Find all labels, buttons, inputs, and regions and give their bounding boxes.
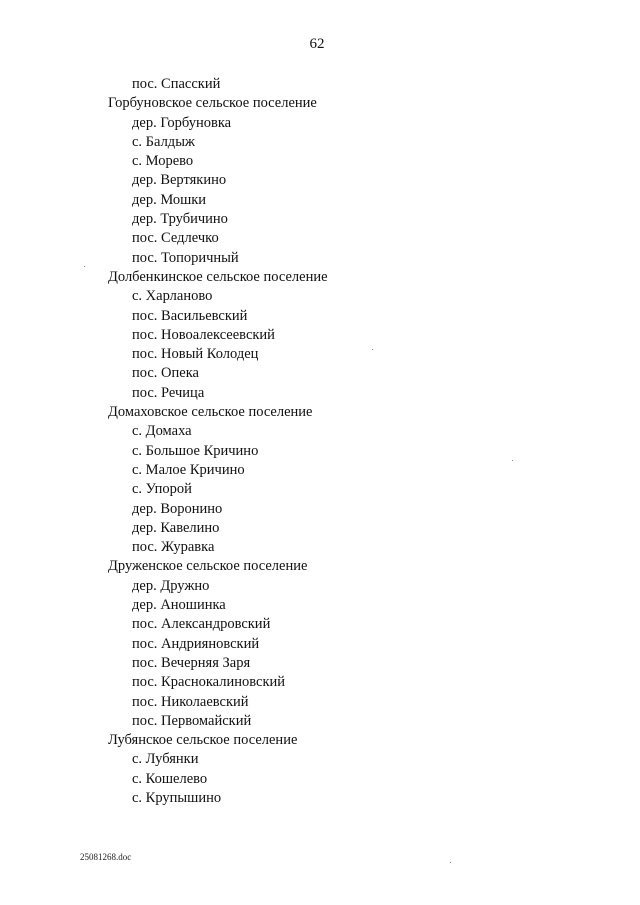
village-item: дер. Трубичино bbox=[132, 211, 228, 228]
settlement-list bbox=[0, 75, 600, 808]
village-item: с. Балдыж bbox=[132, 133, 195, 150]
scan-speck bbox=[84, 266, 85, 267]
settlement-heading: Друженское сельское поселение bbox=[108, 558, 308, 575]
village-item: пос. Николаевский bbox=[132, 693, 249, 710]
village-item: пос. Новоалексеевский bbox=[132, 326, 275, 343]
village-item: с. Кошелево bbox=[132, 770, 208, 787]
village-item: дер. Аношинка bbox=[132, 597, 226, 614]
settlement-heading: Долбенкинское сельское поселение bbox=[108, 268, 328, 285]
village-item: дер. Горбуновка bbox=[132, 114, 232, 131]
village-item: пос. Топоричный bbox=[132, 249, 239, 266]
village-item: пос. Новый Колодец bbox=[132, 346, 259, 363]
village-item: с. Домаха bbox=[132, 423, 192, 440]
village-item: пос. Андрияновский bbox=[132, 635, 260, 652]
village-item: дер. Дружно bbox=[132, 577, 210, 594]
village-item: с. Крупышино bbox=[132, 789, 222, 806]
village-item: с. Малое Кричино bbox=[132, 461, 245, 478]
scan-speck bbox=[372, 349, 373, 350]
village-item: пос. Спасский bbox=[132, 76, 221, 92]
village-item: пос. Краснокалиновский bbox=[132, 674, 286, 691]
settlement-heading: Горбуновское сельское поселение bbox=[108, 95, 317, 112]
settlement-heading: Домаховское сельское поселение bbox=[108, 404, 313, 421]
village-item: с. Морево bbox=[132, 153, 194, 170]
village-item: пос. Речица bbox=[132, 384, 205, 401]
village-item: с. Большое Кричино bbox=[132, 442, 259, 459]
village-item: пос. Васильевский bbox=[132, 307, 248, 324]
village-item: пос. Журавка bbox=[132, 539, 215, 556]
village-item: дер. Мошки bbox=[132, 191, 207, 208]
scan-speck bbox=[512, 460, 513, 461]
page-number: 62 bbox=[309, 36, 325, 52]
village-item: пос. Александровский bbox=[132, 616, 271, 633]
village-item: пос. Седлечко bbox=[132, 230, 219, 247]
village-item: дер. Воронино bbox=[132, 500, 223, 517]
village-item: с. Харланово bbox=[132, 288, 213, 305]
settlement-heading: Лубянское сельское поселение bbox=[108, 732, 298, 749]
village-item: дер. Кавелино bbox=[132, 519, 220, 536]
village-item: с. Упорой bbox=[132, 481, 192, 498]
village-item: с. Лубянки bbox=[132, 751, 199, 768]
scan-speck bbox=[450, 862, 451, 863]
village-item: дер. Вертякино bbox=[132, 172, 227, 189]
footer-file-name: 25081268.doc bbox=[80, 852, 132, 862]
village-item: пос. Вечерняя Заря bbox=[132, 654, 251, 671]
village-item: пос. Первомайский bbox=[132, 712, 252, 729]
village-item: пос. Опека bbox=[132, 365, 199, 382]
